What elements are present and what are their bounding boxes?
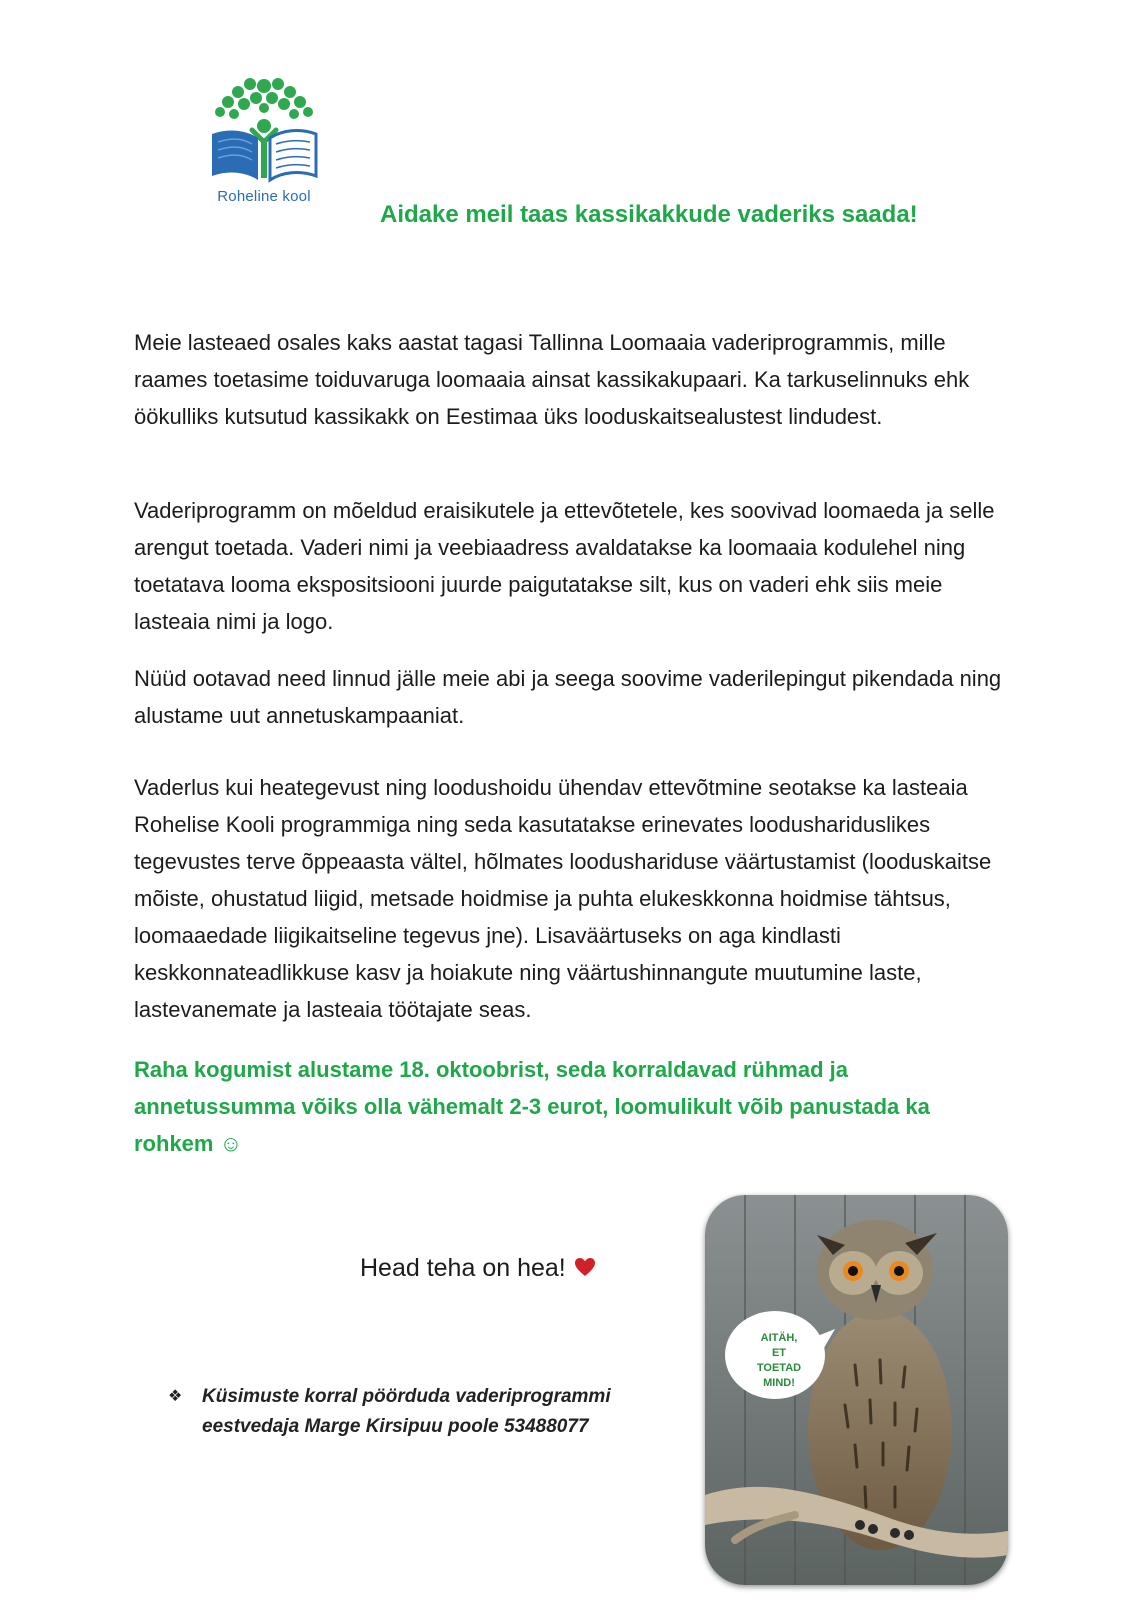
roheline-kool-logo (200, 72, 328, 222)
contact-note (168, 1382, 668, 1442)
closing-text: Head teha on hea! (360, 1254, 566, 1282)
paragraph-fundraising: Raha kogumist alustame 18. oktoobrist, seda korraldavad rühmad ja annetussumma võiks olla vähemalt 2-3 eurot, loomulikult võib panustada ka rohkem ☺ (134, 1057, 930, 1156)
bullet-icon: ❖ (168, 1388, 183, 1405)
closing-line (360, 1254, 596, 1284)
paragraph-campaign: Nüüd ootavad need linnud jälle meie abi ja seega soovime vaderilepingut pikendada ning alustame uut annetuskampaaniat. (134, 666, 1002, 728)
owl-photo (705, 1195, 1008, 1585)
contact-text: Küsimuste korral pöörduda vaderiprogrammi eestvedaja Marge Kirsipuu poole 53488077 (202, 1386, 611, 1437)
paragraph-program: Vaderiprogramm on mõeldud eraisikutele ja ettevõtetele, kes soovivad loomaeda ja selle arengut toetada. Vaderi nimi ja veebiaadress avaldatakse ka loomaaia kodulehel ning toetatava looma ekspositsiooni juurde paigutatakse silt, kus on vaderi ehk siis meie lasteaia nimi ja logo. (134, 498, 995, 634)
speech-bubble-text: AITÄH, ET TOETAD MIND! (756, 1332, 802, 1389)
tree-book-icon (200, 72, 328, 188)
page-title: Aidake meil taas kassikakkude vaderiks saada! (380, 201, 918, 228)
paragraph-education: Vaderlus kui heategevust ning loodushoidu ühendav ettevõtmine seotakse ka lasteaia Rohelise Kooli programmiga ning seda kasutatakse erinevates loodushariduslikes tegevustes terve õppeaasta vältel, hõlmates loodushariduse väärtustamist (looduskaitse mõiste, ohustatud liigid, metsade hoidmise ja puhta elukeskkonna hoidmise tähtsus, loomaaedade liigikaitseline tegevus jne). Lisaväärtuseks on aga kindlasti keskkonnateadlikkuse kasv ja hoiakute ning väärtushinnangute muutumine laste, lastevanemate ja lasteaia töötajate seas. (134, 775, 992, 1022)
heart-icon (574, 1255, 596, 1284)
speech-bubble (723, 1307, 835, 1403)
paragraph-intro: Meie lasteaed osales kaks aastat tagasi Tallinna Loomaaia vaderiprogrammis, mille raames toetasime toiduvaruga loomaaia ainsat kassikakupaari. Ka tarkuselinnuks ehk öökulliks kutsutud kassikakk on Eestimaa üks looduskaitsealustest lindudest. (134, 330, 970, 429)
logo-label: Roheline kool (217, 188, 311, 205)
